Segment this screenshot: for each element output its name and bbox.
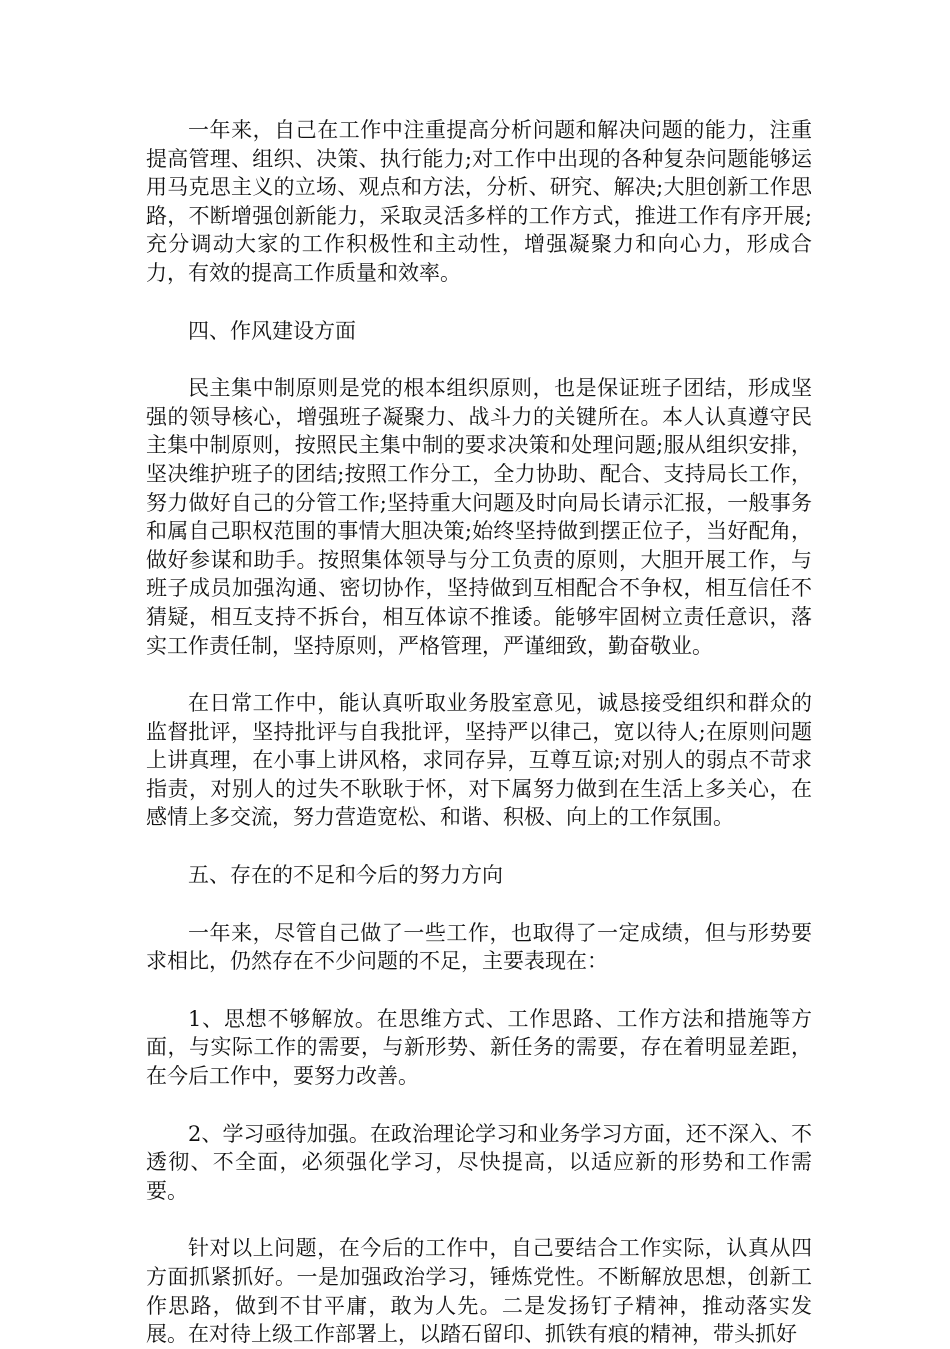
paragraph-daily-work: 在日常工作中，能认真听取业务股室意见，诚恳接受组织和群众的监督批评，坚持批评与自我批评，坚持严以律己，宽以待人;在原则问题上讲真理，在小事上讲风格，求同存异，互尊互谅;对别人的弱点不苛求指责，对别人的过失不耿耿于怀，对下属努力做到在生活上多关心，在感情上多交流，努力营造宽松、和谐、积极、向上的工作氛围。	[146, 691, 812, 830]
paragraph-summary: 一年来，尽管自己做了一些工作，也取得了一定成绩，但与形势要求相比，仍然存在不少问题的不足，主要表现在：	[146, 920, 812, 974]
paragraph-future-plan: 针对以上问题，在今后的工作中，自己要结合工作实际，认真从四方面抓紧抓好。一是加强政治学习，锤炼党性。不断解放思想，创新工作思路，做到不甘平庸，敢为人先。二是发扬钉子精神，推动落实发展。在对待上级工作部署上，以踏石留印、抓铁有痕的精神，带头抓好	[146, 1236, 812, 1347]
section-heading-shortcomings: 五、存在的不足和今后的努力方向	[188, 863, 503, 888]
paragraph-ability: 一年来，自己在工作中注重提高分析问题和解决问题的能力，注重提高管理、组织、决策、执行能力;对工作中出现的各种复杂问题能够运用马克思主义的立场、观点和方法，分析、研究、解决;大胆创新工作思路，不断增强创新能力，采取灵活多样的工作方式，推进工作有序开展;充分调动大家的工作积极性和主动性，增强凝聚力和向心力，形成合力，有效的提高工作质量和效率。	[146, 118, 812, 285]
document-page	[146, 116, 812, 1349]
paragraph-democratic-centralism: 民主集中制原则是党的根本组织原则，也是保证班子团结，形成坚强的领导核心，增强班子凝聚力、战斗力的关键所在。本人认真遵守民主集中制原则，按照民主集中制的要求决策和处理问题;服从组织安排，坚决维护班子的团结;按照工作分工，全力协助、配合、支持局长工作，努力做好自己的分管工作;坚持重大问题及时向局长请示汇报，一般事务和属自己职权范围的事情大胆决策;始终坚持做到摆正位子，当好配角，做好参谋和助手。按照集体领导与分工负责的原则，大胆开展工作，与班子成员加强沟通、密切协作，坚持做到互相配合不争权，相互信任不猜疑，相互支持不拆台，相互体谅不推诿。能够牢固树立责任意识，落实工作责任制，坚持原则，严格管理，严谨细致，勤奋敬业。	[146, 376, 812, 658]
paragraph-point-2: 2、学习亟待加强。在政治理论学习和业务学习方面，还不深入、不透彻、不全面，必须强化学习，尽快提高，以适应新的形势和工作需要。	[146, 1121, 812, 1203]
section-heading-style: 四、作风建设方面	[188, 318, 356, 343]
paragraph-point-1: 1、思想不够解放。在思维方式、工作思路、工作方法和措施等方面，与实际工作的需要，与新形势、新任务的需要，存在着明显差距，在今后工作中，要努力改善。	[146, 1006, 812, 1089]
